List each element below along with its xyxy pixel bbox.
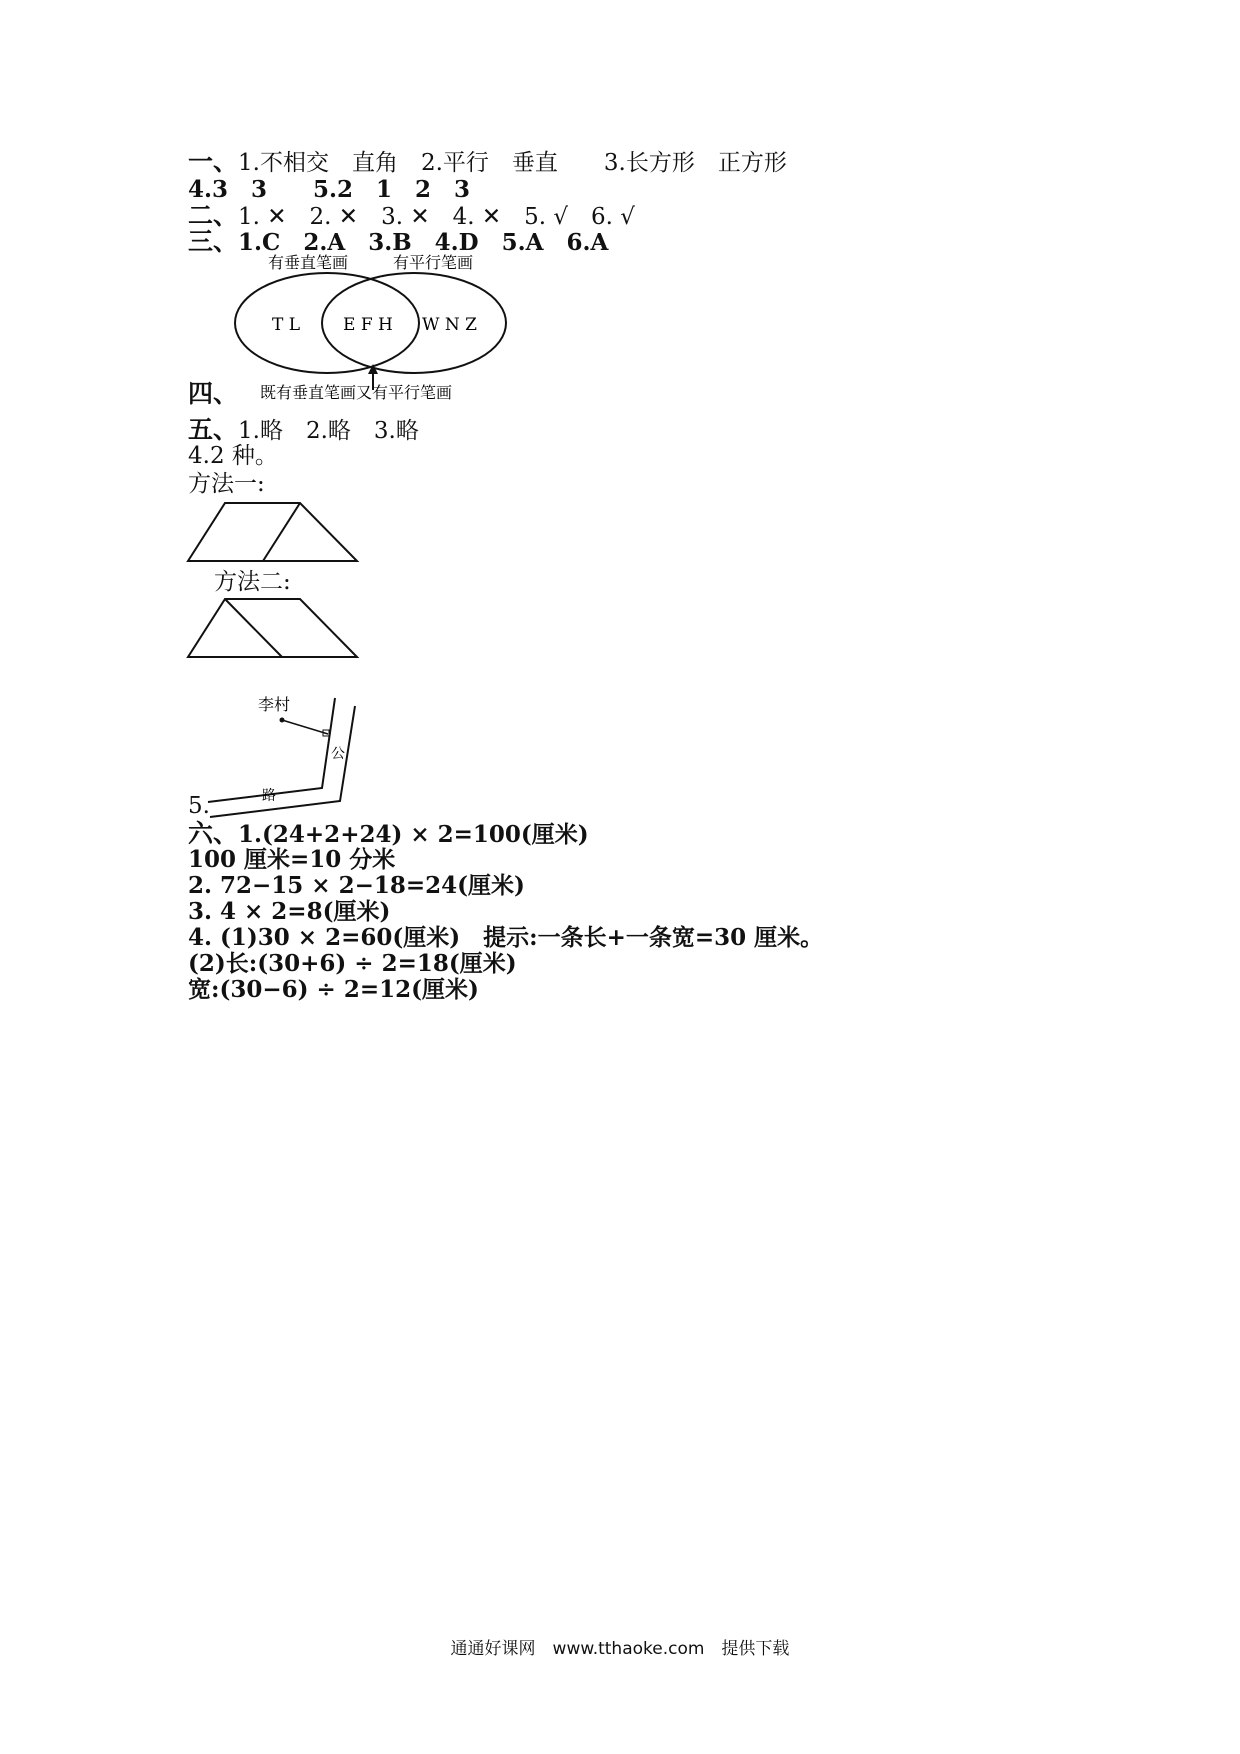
section6-answer-3: 2. 72−15 × 2−18=24(厘米)	[188, 872, 525, 899]
section6-line1	[188, 820, 589, 849]
village-label: 李村	[258, 695, 291, 714]
section6-answer-1: 1.(24+2+24) × 2=100(厘米)	[238, 821, 589, 848]
venn-right-label: 有平行笔画	[393, 253, 474, 272]
section1-answers-1: 1.不相交 直角 2.平行 垂直 3.长方形 正方形	[238, 150, 787, 176]
section1-marker: 一、	[188, 147, 239, 176]
section2-marker: 二、	[188, 201, 239, 230]
venn-left-only: T L	[272, 315, 301, 335]
item5-number: 5.	[188, 793, 210, 819]
section6-answer-6: (2)长:(30+6) ÷ 2=18(厘米)	[188, 950, 517, 977]
road-char-1: 公	[331, 746, 345, 762]
section1-line1	[188, 148, 787, 177]
road-char-2: 路	[262, 788, 276, 804]
method2-label: 方法二:	[214, 569, 291, 595]
venn-left-label: 有垂直笔画	[268, 253, 349, 272]
method1-label: 方法一:	[188, 471, 265, 497]
section5-line2: 4.2 种。	[188, 443, 278, 469]
section6-answer-4: 3. 4 × 2=8(厘米)	[188, 898, 391, 925]
section3-marker: 三、	[188, 227, 239, 256]
venn-both: E F H	[343, 315, 393, 335]
section5-answers: 1.略 2.略 3.略	[238, 418, 419, 444]
trapezoid-method2	[185, 596, 365, 660]
section4-marker: 四、	[188, 379, 239, 408]
trapezoid-method1	[185, 500, 365, 564]
section3-answers: 1.C 2.A 3.B 4.D 5.A 6.A	[238, 229, 609, 256]
venn-right-only: W N Z	[422, 315, 477, 335]
perpendicular-line	[282, 720, 328, 734]
section2-line	[188, 202, 635, 231]
section6-marker: 六、	[188, 819, 239, 848]
section6-answer-7: 宽:(30−6) ÷ 2=12(厘米)	[188, 976, 479, 1003]
footer-text: 通通好课网 www.tthaoke.com 提供下载	[450, 1639, 790, 1659]
section5-line1	[188, 416, 419, 445]
section2-answers: 1. ✕ 2. ✕ 3. ✕ 4. ✕ 5. √ 6. √	[238, 204, 635, 230]
village-road-map	[200, 690, 380, 820]
venn-bottom-label: 既有垂直笔画又有平行笔画	[260, 383, 453, 402]
section1-line2: 4.3 3 5.2 1 2 3	[188, 176, 471, 203]
venn-diagram	[220, 250, 520, 410]
section6-answer-5: 4. (1)30 × 2=60(厘米) 提示:一条长+一条宽=30 厘米。	[188, 924, 824, 951]
section6-answer-2: 100 厘米=10 分米	[188, 846, 396, 873]
section5-marker: 五、	[188, 415, 239, 444]
